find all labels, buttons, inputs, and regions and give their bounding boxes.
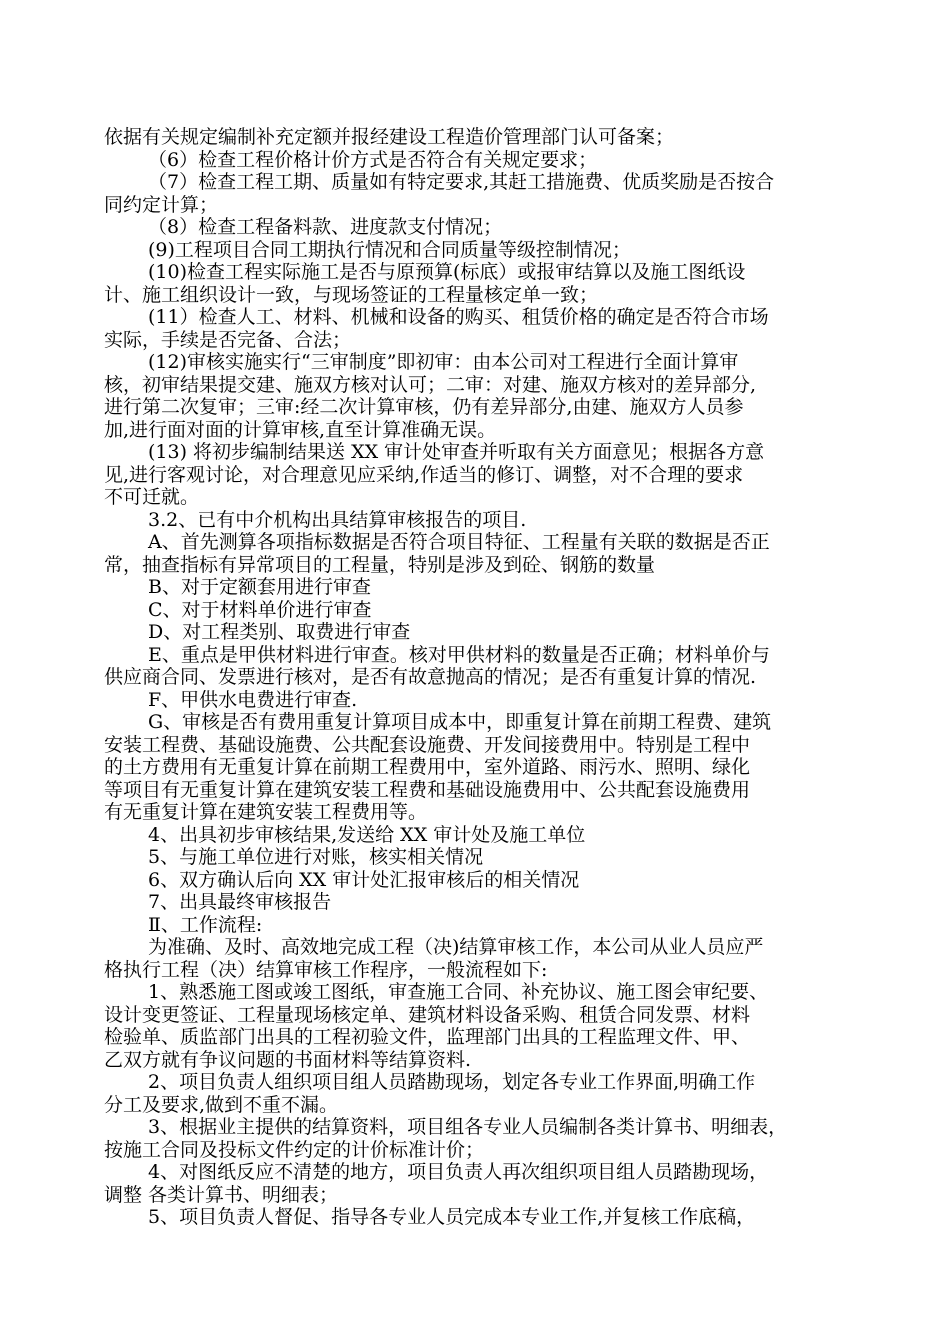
- text-line: 加,进行面对面的计算审核,直至计算准确无误。: [104, 418, 497, 441]
- text-line: 1、熟悉施工图或竣工图纸，审查施工合同、补充协议、施工图会审纪要、: [148, 981, 769, 1003]
- text-line: 核，初审结果提交建、施双方核对认可；二审：对建、施双方核对的差异部分,: [104, 373, 757, 396]
- text-line: C、对于材料单价进行审查: [148, 598, 372, 621]
- text-line: 计、施工组织设计一致，与现场签证的工程量核定单一致；: [104, 283, 599, 306]
- text-line: G、审核是否有费用重复计算项目成本中，即重复计算在前期工程费、建筑: [148, 711, 772, 733]
- text-line: （7）检查工程工期、质量如有特定要求,其赶工措施费、优质奖励是否按合: [148, 171, 775, 193]
- text-line: (10)检查工程实际施工是否与原预算(标底）或报审结算以及施工图纸设: [148, 261, 746, 283]
- text-line: 同约定计算；: [104, 193, 219, 216]
- text-line: 4、出具初步审核结果,发送给 XX 审计处及施工单位: [148, 823, 586, 846]
- text-line: A、首先测算各项指标数据是否符合项目特征、工程量有关联的数据是否正: [148, 531, 770, 553]
- text-line: 常，抽查指标有异常项目的工程量，特别是涉及到砼、钢筋的数量: [104, 553, 656, 576]
- text-line: B、对于定额套用进行审查: [148, 576, 371, 598]
- text-line: (11）检查人工、材料、机械和设备的购买、租赁价格的确定是否符合市场: [148, 306, 769, 328]
- text-line: Ⅱ、工作流程:: [148, 913, 263, 936]
- text-line: 为准确、及时、高效地完成工程（决)结算审核工作，本公司从业人员应严: [148, 936, 764, 958]
- text-line: 4、对图纸反应不清楚的地方，项目负责人再次组织项目组人员踏勘现场，: [148, 1161, 769, 1183]
- text-line: 检验单、质监部门出具的工程初验文件，监理部门出具的工程监理文件、甲、: [104, 1026, 751, 1048]
- text-line: 5、与施工单位进行对账，核实相关情况: [148, 846, 484, 868]
- text-line: 调整 各类计算书、明细表；: [104, 1183, 339, 1206]
- text-line: 见,进行客观讨论，对合理意见应采纳,作适当的修订、调整，对不合理的要求: [104, 463, 744, 486]
- text-line: 2、项目负责人组织项目组人员踏勘现场，划定各专业工作界面,明确工作: [148, 1071, 756, 1093]
- document-body: [104, 126, 884, 1229]
- text-line: 不可迁就。: [104, 486, 200, 508]
- text-line: 6、双方确认后向 XX 审计处汇报审核后的相关情况: [148, 868, 580, 891]
- text-line: （8）检查工程备料款、进度款支付情况；: [148, 216, 503, 238]
- text-line: 设计变更签证、工程量现场核定单、建筑材料设备采购、租赁合同发票、材料: [104, 1003, 751, 1026]
- text-line: 格执行工程（决）结算审核工作程序，一般流程如下:: [104, 958, 548, 981]
- text-line: 3、根据业主提供的结算资料，项目组各专业人员编制各类计算书、明细表，: [148, 1116, 788, 1138]
- text-line: E、重点是甲供材料进行审查。核对甲供材料的数量是否正确；材料单价与: [148, 643, 770, 666]
- text-line: 依据有关规定编制补充定额并报经建设工程造价管理部门认可备案；: [104, 126, 675, 148]
- text-line: 分工及要求,做到不重不漏。: [104, 1093, 339, 1116]
- text-line: 实际，手续是否完备、合法；: [104, 328, 352, 351]
- text-line: （6）检查工程价格计价方式是否符合有关规定要求；: [148, 148, 598, 171]
- text-line: 5、项目负责人督促、指导各专业人员完成本专业工作,并复核工作底稿，: [148, 1206, 756, 1228]
- text-line: 按施工合同及投标文件约定的计价标准计价；: [104, 1138, 485, 1161]
- text-line: F、甲供水电费进行审查.: [148, 688, 358, 711]
- text-line: (12)审核实施实行“三审制度”即初审：由本公司对工程进行全面计算审: [148, 351, 739, 373]
- text-line: (9)工程项目合同工期执行情况和合同质量等级控制情况；: [148, 238, 631, 261]
- text-line: 等项目有无重复计算在建筑安装工程费和基础设施费用中、公共配套设施费用: [104, 778, 751, 801]
- text-line: 3.2、已有中介机构出具结算审核报告的项目.: [148, 508, 527, 531]
- text-line: 进行第二次复审；三审:经二次计算审核，仍有差异部分,由建、施双方人员参: [104, 396, 744, 418]
- text-line: D、对工程类别、取费进行审查: [148, 621, 411, 643]
- text-line: 7、出具最终审核报告: [148, 891, 332, 913]
- text-line: 的土方费用有无重复计算在前期工程费用中，室外道路、雨污水、照明、绿化: [104, 756, 751, 778]
- text-line: 供应商合同、发票进行核对，是否有故意抛高的情况；是否有重复计算的情况.: [104, 666, 757, 688]
- text-line: 有无重复计算在建筑安装工程费用等。: [104, 801, 428, 823]
- text-line: 乙双方就有争议问题的书面材料等结算资料.: [104, 1048, 472, 1071]
- text-line: (13) 将初步编制结果送 XX 审计处审查并听取有关方面意见；根据各方意: [148, 441, 765, 463]
- text-line: 安装工程费、基础设施费、公共配套设施费、开发间接费用中。特别是工程中: [104, 733, 751, 756]
